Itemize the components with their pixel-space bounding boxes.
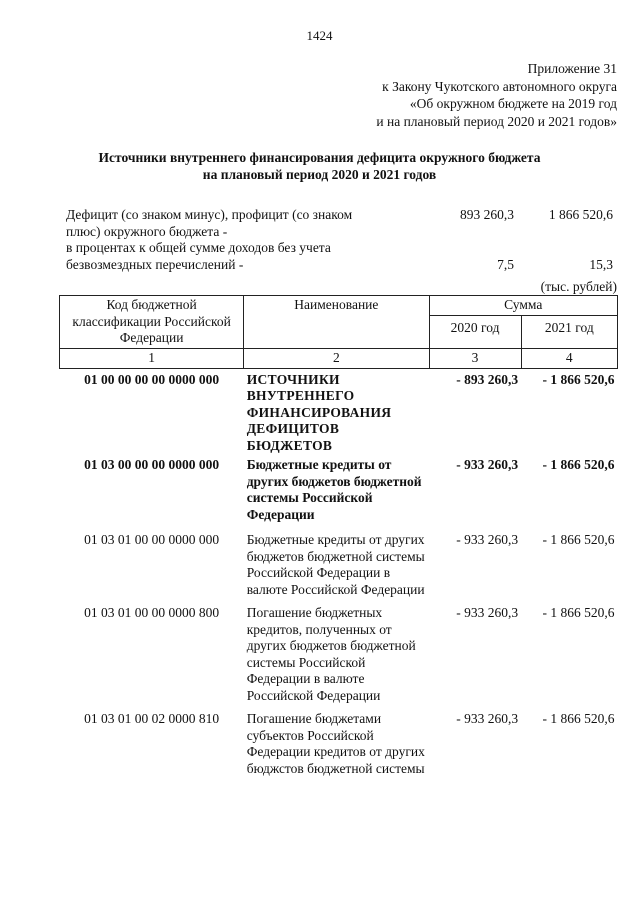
row-name: Бюджетные кредиты от других бюджетов бюджетной системы Российской Федерации <box>246 457 422 522</box>
percent-label-line-2: безвозмездных перечислений - <box>66 256 244 272</box>
appendix-header <box>376 60 617 130</box>
deficit-label <box>66 207 406 240</box>
deficit-label-line-2: плюс) окружного бюджета - <box>66 223 228 239</box>
row-code: 01 03 01 00 00 0000 000 <box>84 532 220 547</box>
appendix-line-1: Приложение 31 <box>527 61 617 76</box>
row-amount-2020: - 933 260,3 <box>456 457 519 472</box>
title-line-1: Источники внутреннего финансирования дефицита окружного бюджета <box>98 150 541 165</box>
row-name: ИСТОЧНИКИ ВНУТРЕННЕГО ФИНАНСИРОВАНИЯ ДЕФИЦИТОВ БЮДЖЕТОВ <box>246 371 392 453</box>
row-amount-2020: - 933 260,3 <box>456 711 519 726</box>
table-row <box>60 454 618 523</box>
deficit-2020: 893 260,3 <box>460 207 514 222</box>
table-row <box>60 368 618 454</box>
appendix-line-2: к Закону Чукотского автономного округа <box>382 78 617 94</box>
row-code: 01 03 01 00 02 0000 810 <box>84 711 220 726</box>
table-row <box>60 704 618 777</box>
percent-label <box>66 240 406 273</box>
row-amount-2021: - 1 866 520,6 <box>542 711 615 726</box>
row-amount-2020: - 933 260,3 <box>456 532 519 547</box>
header-year-2021: 2021 год <box>521 315 617 349</box>
units-label: (тыс. рублей) <box>540 279 617 294</box>
percent-2020: 7,5 <box>497 257 514 272</box>
row-name: Погашение бюджетных кредитов, полученных от других бюджетов бюджетной системы Российской Федерации в валюте Российской Федерации <box>246 605 416 703</box>
row-amount-2021: - 1 866 520,6 <box>542 605 615 620</box>
header-sum: Сумма <box>429 296 618 316</box>
row-amount-2021: - 1 866 520,6 <box>542 532 615 547</box>
col-number-3: 3 <box>429 349 521 369</box>
col-number-1: 1 <box>60 349 244 369</box>
table-row <box>60 523 618 598</box>
row-code: 01 03 01 00 00 0000 800 <box>84 605 220 620</box>
row-amount-2021: - 1 866 520,6 <box>542 371 615 387</box>
col-number-2: 2 <box>244 349 429 369</box>
appendix-line-4: и на плановый период 2020 и 2021 годов» <box>376 113 617 129</box>
budget-sources-table <box>59 295 618 777</box>
table-row <box>60 598 618 704</box>
row-code: 01 00 00 00 00 0000 000 <box>84 371 220 387</box>
row-amount-2021: - 1 866 520,6 <box>542 457 615 472</box>
title-line-2: на плановый период 2020 и 2021 годов <box>202 166 437 182</box>
row-name: Бюджетные кредиты от других бюджетов бюджетной системы Российской Федерации в валюте Российской Федерации <box>246 532 425 597</box>
percent-label-line-1: в процентах к общей сумме доходов без учета <box>66 240 331 255</box>
row-name: Погашение бюджетами субъектов Российской Федерации кредитов от других бюджстов бюджетной системы <box>246 711 425 776</box>
header-code: Код бюджетной классификации Российской Федерации <box>60 296 244 349</box>
deficit-2021: 1 866 520,6 <box>548 207 613 222</box>
header-year-2020: 2020 год <box>429 315 521 349</box>
document-title <box>0 150 639 183</box>
row-amount-2020: - 893 260,3 <box>456 371 519 387</box>
appendix-line-3: «Об окружном бюджете на 2019 год <box>409 96 617 111</box>
row-code: 01 03 00 00 00 0000 000 <box>84 457 220 472</box>
col-number-4: 4 <box>521 349 617 369</box>
percent-2021: 15,3 <box>589 257 613 272</box>
header-name: Наименование <box>244 296 429 349</box>
deficit-label-line-1: Дефицит (со знаком минус), профицит (со знаком <box>66 207 353 222</box>
page-number: 1424 <box>306 28 333 43</box>
row-amount-2020: - 933 260,3 <box>456 605 519 620</box>
